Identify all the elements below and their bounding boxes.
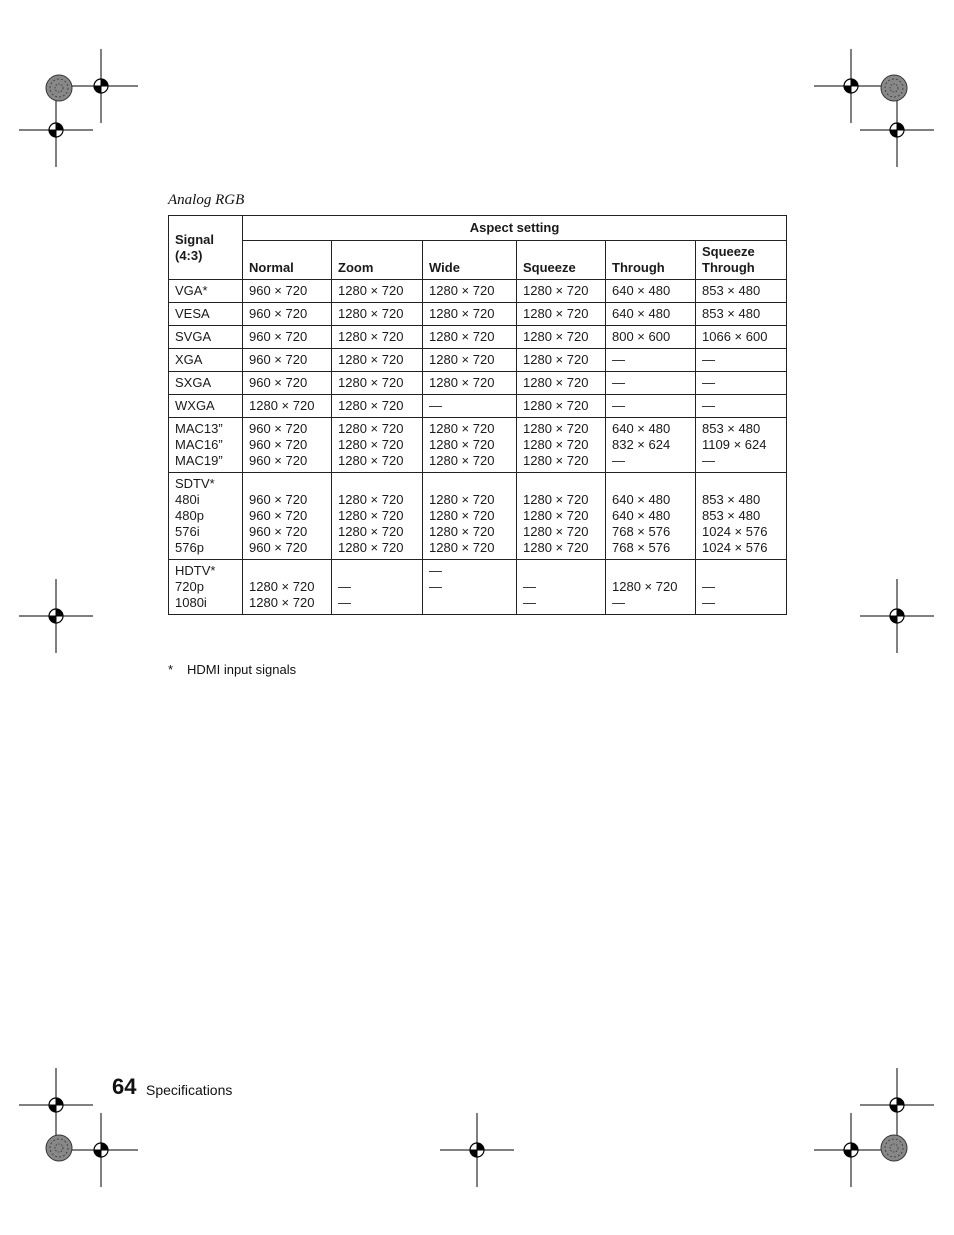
- aspect-setting-table: [168, 215, 787, 615]
- resolution-value: 1280 × 720: [429, 329, 495, 344]
- crosshair-icon: [19, 579, 93, 653]
- resolution-value: 1280 × 720: [523, 398, 589, 413]
- resolution-value: 800 × 600: [612, 329, 671, 344]
- resolution-value: 960 × 720: [249, 329, 308, 344]
- resolution-cell: [243, 326, 332, 349]
- resolution-value: 1280 × 720: [338, 398, 404, 413]
- signal-label: VESA: [175, 306, 210, 321]
- resolution-cell: [332, 326, 423, 349]
- resolution-value: 960 × 720: [249, 524, 308, 539]
- table-caption: Analog RGB: [168, 192, 245, 208]
- resolution-value: —: [612, 398, 625, 413]
- starburst-icon: [881, 1135, 907, 1161]
- signal-cell: [169, 395, 243, 418]
- table-row: [169, 560, 787, 615]
- resolution-cell: [243, 303, 332, 326]
- column-header-line: Through: [612, 260, 665, 275]
- resolution-value: [249, 476, 325, 492]
- resolution-value: 1280 × 720: [338, 524, 404, 539]
- resolution-cell: [332, 303, 423, 326]
- resolution-value: [523, 563, 599, 579]
- resolution-cell: [696, 418, 787, 473]
- resolution-value: 1280 × 720: [249, 595, 315, 610]
- resolution-cell: [606, 303, 696, 326]
- resolution-cell: [423, 418, 517, 473]
- resolution-value: —: [702, 375, 715, 390]
- resolution-value: —: [702, 579, 715, 594]
- resolution-cell: [243, 560, 332, 615]
- resolution-value: —: [612, 352, 625, 367]
- resolution-value: 1280 × 720: [523, 508, 589, 523]
- column-header: [696, 241, 787, 280]
- resolution-value: 1280 × 720: [429, 306, 495, 321]
- signal-label: XGA: [175, 352, 203, 367]
- signal-cell: [169, 280, 243, 303]
- resolution-cell: [332, 418, 423, 473]
- resolution-value: 1280 × 720: [523, 524, 589, 539]
- resolution-value: 640 × 480: [612, 283, 671, 298]
- resolution-value: 640 × 480: [612, 421, 671, 436]
- resolution-value: —: [612, 375, 625, 390]
- resolution-cell: [606, 326, 696, 349]
- signal-label: SXGA: [175, 375, 212, 390]
- resolution-value: 1280 × 720: [429, 375, 495, 390]
- resolution-value: 1280 × 720: [523, 492, 589, 507]
- resolution-value: [702, 476, 780, 492]
- resolution-cell: [423, 303, 517, 326]
- resolution-cell: [696, 372, 787, 395]
- resolution-value: 1280 × 720: [429, 421, 495, 436]
- starburst-icon: [46, 1135, 72, 1161]
- signal-cell: [169, 418, 243, 473]
- resolution-value: 1280 × 720: [429, 352, 495, 367]
- resolution-cell: [243, 473, 332, 560]
- table-row: [169, 349, 787, 372]
- resolution-value: 1280 × 720: [338, 437, 404, 452]
- resolution-value: [702, 563, 780, 579]
- resolution-value: 1280 × 720: [338, 540, 404, 555]
- resolution-cell: [696, 560, 787, 615]
- resolution-value: 1280 × 720: [338, 352, 404, 367]
- resolution-value: 960 × 720: [249, 421, 308, 436]
- resolution-cell: [243, 280, 332, 303]
- resolution-value: 1280 × 720: [429, 453, 495, 468]
- resolution-value: 1280 × 720: [523, 421, 589, 436]
- signal-label: HDTV*: [175, 563, 216, 578]
- resolution-value: 640 × 480: [612, 508, 671, 523]
- resolution-value: 960 × 720: [249, 375, 308, 390]
- resolution-cell: [696, 349, 787, 372]
- resolution-cell: [423, 395, 517, 418]
- resolution-value: —: [338, 595, 351, 610]
- resolution-value: 1280 × 720: [523, 375, 589, 390]
- starburst-icon: [881, 75, 907, 101]
- signal-label: WXGA: [175, 398, 215, 413]
- starburst-icon: [46, 75, 72, 101]
- resolution-value: —: [612, 453, 625, 468]
- resolution-value: 853 × 480: [702, 306, 761, 321]
- resolution-cell: [606, 473, 696, 560]
- page-number: 64: [112, 1074, 137, 1099]
- resolution-cell: [696, 326, 787, 349]
- resolution-value: 1280 × 720: [249, 579, 315, 594]
- resolution-value: 1280 × 720: [523, 306, 589, 321]
- resolution-value: 1280 × 720: [523, 540, 589, 555]
- column-header-line: Squeeze: [523, 260, 576, 275]
- signal-label: 480i: [175, 492, 200, 507]
- resolution-value: 768 × 576: [612, 540, 671, 555]
- signal-column-header: [169, 216, 243, 280]
- resolution-value: 1109 × 624: [702, 437, 767, 452]
- resolution-value: [612, 476, 689, 492]
- resolution-cell: [332, 560, 423, 615]
- signal-cell: [169, 372, 243, 395]
- resolution-value: 1280 × 720: [338, 329, 404, 344]
- resolution-value: 768 × 576: [612, 524, 671, 539]
- resolution-value: 853 × 480: [702, 508, 761, 523]
- resolution-cell: [517, 280, 606, 303]
- resolution-cell: [517, 372, 606, 395]
- crosshair-icon: [814, 49, 888, 123]
- resolution-cell: [332, 372, 423, 395]
- resolution-value: 832 × 624: [612, 437, 671, 452]
- resolution-value: 1280 × 720: [338, 508, 404, 523]
- resolution-cell: [423, 560, 517, 615]
- signal-label: SDTV*: [175, 476, 215, 491]
- resolution-cell: [332, 473, 423, 560]
- signal-label: 1080i: [175, 595, 207, 610]
- resolution-cell: [696, 303, 787, 326]
- resolution-cell: [423, 326, 517, 349]
- column-header: [606, 241, 696, 280]
- signal-label: 480p: [175, 508, 204, 523]
- signal-cell: [169, 303, 243, 326]
- signal-header-line: (4:3): [175, 247, 203, 263]
- resolution-cell: [606, 349, 696, 372]
- resolution-value: —: [702, 398, 715, 413]
- crosshair-icon: [860, 93, 934, 167]
- resolution-value: [612, 563, 689, 579]
- resolution-cell: [606, 560, 696, 615]
- resolution-cell: [517, 326, 606, 349]
- signal-label: 576p: [175, 540, 204, 555]
- resolution-value: 1280 × 720: [338, 375, 404, 390]
- resolution-value: —: [702, 595, 715, 610]
- resolution-value: 1066 × 600: [702, 329, 768, 344]
- resolution-value: 1280 × 720: [338, 421, 404, 436]
- resolution-cell: [696, 473, 787, 560]
- resolution-cell: [696, 395, 787, 418]
- table-row: [169, 473, 787, 560]
- resolution-value: 1280 × 720: [523, 453, 589, 468]
- signal-label: MAC16”: [175, 437, 223, 452]
- resolution-value: —: [429, 563, 442, 578]
- resolution-value: 960 × 720: [249, 352, 308, 367]
- resolution-value: 1280 × 720: [429, 437, 495, 452]
- column-header: [517, 241, 606, 280]
- table-header-row: [169, 216, 787, 241]
- resolution-value: 960 × 720: [249, 283, 308, 298]
- resolution-cell: [243, 418, 332, 473]
- column-header-row: [169, 241, 787, 280]
- column-header-line: Wide: [429, 260, 460, 275]
- table-row: [169, 395, 787, 418]
- resolution-value: —: [338, 579, 351, 594]
- resolution-value: 1280 × 720: [338, 492, 404, 507]
- resolution-value: [523, 476, 599, 492]
- resolution-cell: [243, 395, 332, 418]
- resolution-cell: [517, 303, 606, 326]
- resolution-cell: [517, 473, 606, 560]
- signal-label: VGA*: [175, 283, 208, 298]
- crosshair-icon: [860, 1068, 934, 1142]
- table-row: [169, 303, 787, 326]
- signal-cell: [169, 326, 243, 349]
- resolution-value: [249, 563, 325, 579]
- resolution-cell: [696, 280, 787, 303]
- resolution-value: 960 × 720: [249, 508, 308, 523]
- footnote-text: HDMI input signals: [187, 662, 297, 677]
- resolution-value: 1280 × 720: [338, 453, 404, 468]
- resolution-value: 960 × 720: [249, 306, 308, 321]
- crosshair-icon: [19, 1068, 93, 1142]
- resolution-value: 853 × 480: [702, 492, 761, 507]
- resolution-value: 1280 × 720: [338, 283, 404, 298]
- crosshair-icon: [64, 1113, 138, 1187]
- signal-cell: [169, 560, 243, 615]
- crosshair-icon: [19, 93, 93, 167]
- resolution-value: 1280 × 720: [429, 508, 495, 523]
- resolution-value: 1280 × 720: [249, 398, 315, 413]
- resolution-cell: [332, 280, 423, 303]
- resolution-value: 1280 × 720: [429, 283, 495, 298]
- resolution-value: 640 × 480: [612, 492, 671, 507]
- resolution-cell: [423, 280, 517, 303]
- signal-label: 576i: [175, 524, 200, 539]
- table-row: [169, 372, 787, 395]
- resolution-cell: [606, 280, 696, 303]
- resolution-value: 853 × 480: [702, 421, 761, 436]
- signal-label: SVGA: [175, 329, 212, 344]
- resolution-cell: [243, 349, 332, 372]
- resolution-value: 1280 × 720: [429, 492, 495, 507]
- resolution-value: 1280 × 720: [523, 329, 589, 344]
- resolution-value: 1280 × 720: [523, 437, 589, 452]
- resolution-value: —: [612, 595, 625, 610]
- column-header: [332, 241, 423, 280]
- table-row: [169, 418, 787, 473]
- resolution-cell: [606, 372, 696, 395]
- resolution-value: [338, 476, 416, 492]
- resolution-cell: [332, 395, 423, 418]
- resolution-value: 1280 × 720: [429, 540, 495, 555]
- resolution-value: 960 × 720: [249, 540, 308, 555]
- resolution-value: 1280 × 720: [429, 524, 495, 539]
- resolution-value: [429, 595, 510, 611]
- resolution-value: [338, 563, 416, 579]
- resolution-value: 640 × 480: [612, 306, 671, 321]
- resolution-value: 1280 × 720: [523, 352, 589, 367]
- signal-cell: [169, 349, 243, 372]
- resolution-value: 960 × 720: [249, 437, 308, 452]
- resolution-cell: [243, 372, 332, 395]
- aspect-setting-header: Aspect setting: [243, 216, 787, 241]
- resolution-cell: [517, 418, 606, 473]
- crosshair-icon: [64, 49, 138, 123]
- resolution-value: 1280 × 720: [523, 283, 589, 298]
- resolution-value: —: [702, 453, 715, 468]
- resolution-cell: [423, 473, 517, 560]
- resolution-value: 1024 × 576: [702, 540, 768, 555]
- resolution-value: 960 × 720: [249, 453, 308, 468]
- resolution-value: 1024 × 576: [702, 524, 768, 539]
- signal-cell: [169, 473, 243, 560]
- resolution-cell: [517, 395, 606, 418]
- resolution-value: —: [429, 398, 442, 413]
- signal-label: MAC13”: [175, 421, 223, 436]
- column-header-line: Through: [702, 260, 755, 275]
- resolution-cell: [517, 560, 606, 615]
- table-body: [169, 280, 787, 615]
- resolution-value: —: [523, 579, 536, 594]
- resolution-value: —: [429, 579, 442, 594]
- resolution-cell: [517, 349, 606, 372]
- resolution-value: 1280 × 720: [338, 306, 404, 321]
- crosshair-icon: [440, 1113, 514, 1187]
- column-header-line: Normal: [249, 260, 294, 275]
- resolution-value: 1280 × 720: [612, 579, 678, 594]
- resolution-cell: [332, 349, 423, 372]
- column-header-line: Zoom: [338, 260, 374, 275]
- column-header: [243, 241, 332, 280]
- crosshair-icon: [860, 579, 934, 653]
- resolution-value: 960 × 720: [249, 492, 308, 507]
- table-row: [169, 326, 787, 349]
- resolution-value: —: [523, 595, 536, 610]
- column-header-line: Squeeze: [702, 244, 755, 259]
- resolution-cell: [423, 349, 517, 372]
- resolution-cell: [606, 418, 696, 473]
- signal-label: MAC19”: [175, 453, 223, 468]
- resolution-cell: [606, 395, 696, 418]
- crosshair-icon: [814, 1113, 888, 1187]
- resolution-value: [429, 476, 510, 492]
- footnote-marker: *: [168, 662, 174, 677]
- resolution-value: —: [702, 352, 715, 367]
- resolution-value: 853 × 480: [702, 283, 761, 298]
- resolution-cell: [423, 372, 517, 395]
- signal-header-line: Signal: [175, 231, 215, 247]
- signal-label: 720p: [175, 579, 204, 594]
- column-header: [423, 241, 517, 280]
- footnote: [168, 662, 296, 677]
- table-row: [169, 280, 787, 303]
- section-title: Specifications: [146, 1082, 233, 1098]
